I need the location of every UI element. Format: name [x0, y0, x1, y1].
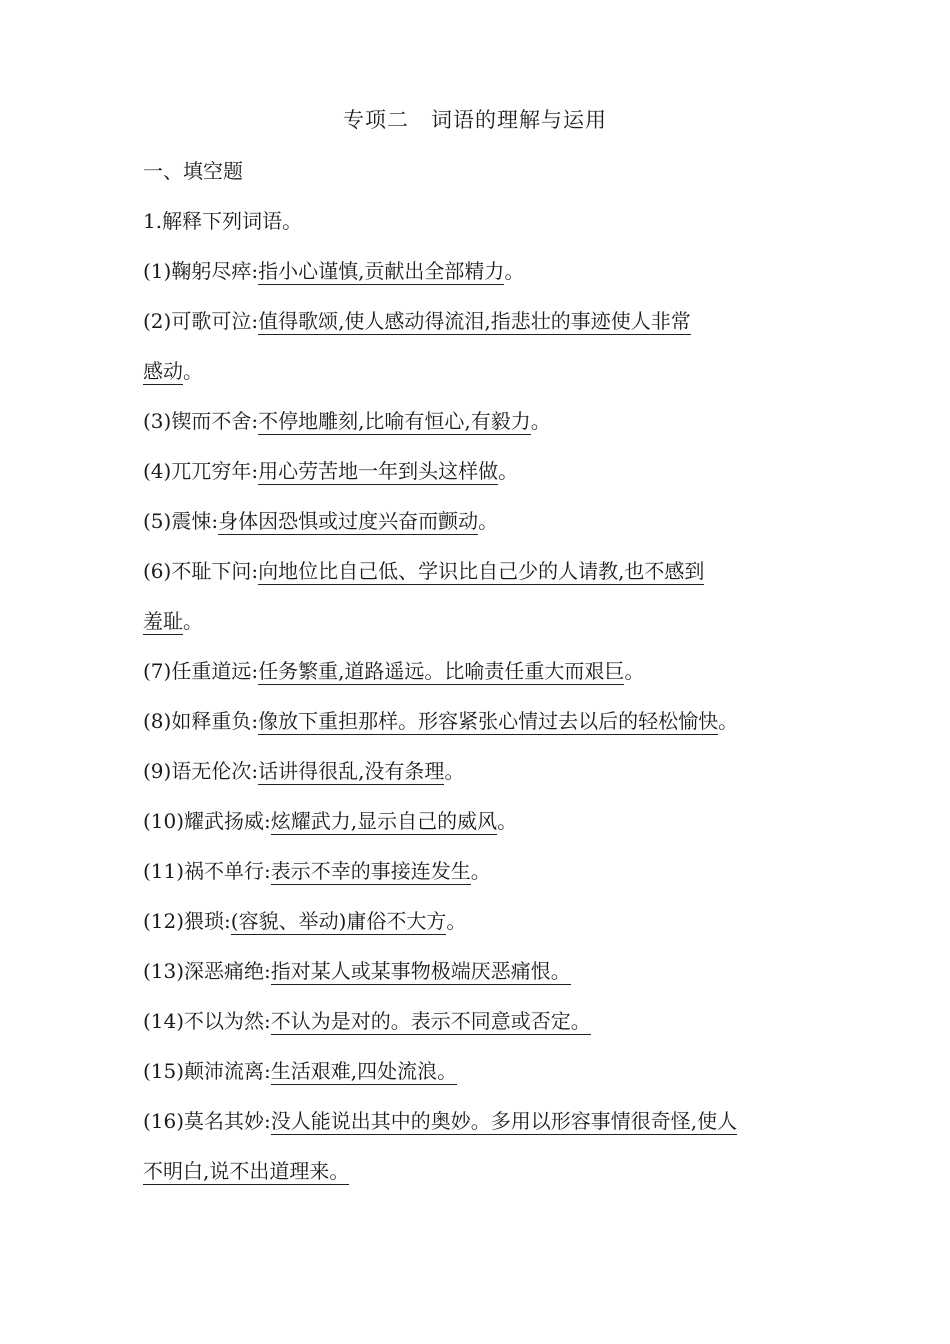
item-answer: 身体因恐惧或过度兴奋而颤动 [218, 509, 479, 533]
section-heading: 一、填空题 [143, 159, 243, 183]
item-end: 。 [498, 459, 519, 483]
item-end: 。 [624, 659, 645, 683]
item-term: (16)莫名其妙: [143, 1109, 271, 1133]
list-item-continuation [143, 352, 823, 402]
list-item [143, 552, 823, 602]
item-end: 。 [530, 409, 551, 433]
item-term: (2)可歌可泣: [143, 309, 259, 333]
item-answer: 任务繁重,道路遥远。比喻责任重大而艰巨 [258, 659, 625, 683]
item-end: 。 [497, 809, 518, 833]
item-term: (11)祸不单行: [143, 859, 271, 883]
list-item [143, 902, 823, 952]
item-answer: 指小心谨慎,贡献出全部精力 [258, 259, 505, 283]
item-answer-continued: 感动 [143, 359, 183, 383]
content-body [143, 152, 823, 1202]
item-end: 。 [183, 359, 203, 383]
list-item [143, 1102, 823, 1152]
item-end: 。 [470, 859, 491, 883]
list-item [143, 652, 823, 702]
list-item [143, 402, 823, 452]
item-term: (13)深恶痛绝: [143, 959, 271, 983]
item-term: (14)不以为然: [143, 1009, 271, 1033]
item-end: 。 [478, 509, 499, 533]
list-item [143, 252, 823, 302]
list-item [143, 1052, 823, 1102]
list-item [143, 952, 823, 1002]
item-answer-continued: 羞耻 [143, 609, 183, 633]
item-term: (5)震悚: [143, 509, 219, 533]
question-prompt: 1.解释下列词语。 [143, 209, 303, 233]
item-term: (7)任重道远: [143, 659, 259, 683]
item-term: (6)不耻下问: [143, 559, 259, 583]
item-answer: 表示不幸的事接连发生 [270, 859, 471, 883]
item-term: (8)如释重负: [143, 709, 259, 733]
item-answer: 炫耀武力,显示自己的威风 [270, 809, 498, 833]
item-answer: 不停地雕刻,比喻有恒心,有毅力 [258, 409, 531, 433]
item-term: (3)锲而不舍: [143, 409, 259, 433]
item-end: 。 [444, 759, 465, 783]
item-answer: 没人能说出其中的奥妙。多用以形容事情很奇怪,使人 [270, 1109, 738, 1133]
item-answer: (容貌、举动)庸俗不大方 [230, 909, 447, 933]
item-end: 。 [183, 609, 203, 633]
list-item [143, 1002, 823, 1052]
item-answer: 像放下重担那样。形容紧张心情过去以后的轻松愉快 [258, 709, 719, 733]
item-term: (15)颠沛流离: [143, 1059, 271, 1083]
item-answer: 不认为是对的。表示不同意或否定。 [270, 1009, 591, 1033]
list-item [143, 852, 823, 902]
item-answer: 向地位比自己低、学识比自己少的人请教,也不感到 [258, 559, 705, 583]
list-item [143, 702, 823, 752]
list-item [143, 802, 823, 852]
item-answer: 生活艰难,四处流浪。 [270, 1059, 458, 1083]
list-item [143, 452, 823, 502]
item-term: (9)语无伦次: [143, 759, 259, 783]
list-item [143, 502, 823, 552]
item-term: (12)猥琐: [143, 909, 231, 933]
list-item [143, 302, 823, 352]
item-term: (10)耀武扬威: [143, 809, 271, 833]
item-end: 。 [446, 909, 467, 933]
item-answer-continued: 不明白,说不出道理来。 [143, 1159, 350, 1183]
item-end: 。 [504, 259, 525, 283]
item-answer: 话讲得很乱,没有条理 [258, 759, 445, 783]
item-answer: 指对某人或某事物极端厌恶痛恨。 [270, 959, 571, 983]
page-title: 专项二 词语的理解与运用 [343, 108, 607, 132]
item-term: (1)鞠躬尽瘁: [143, 259, 259, 283]
item-end: 。 [718, 709, 739, 733]
list-item [143, 752, 823, 802]
list-item-continuation [143, 1152, 823, 1202]
item-term: (4)兀兀穷年: [143, 459, 259, 483]
item-answer: 值得歌颂,使人感动得流泪,指悲壮的事迹使人非常 [258, 309, 691, 333]
list-item-continuation [143, 602, 823, 652]
item-answer: 用心劳苦地一年到头这样做 [258, 459, 499, 483]
